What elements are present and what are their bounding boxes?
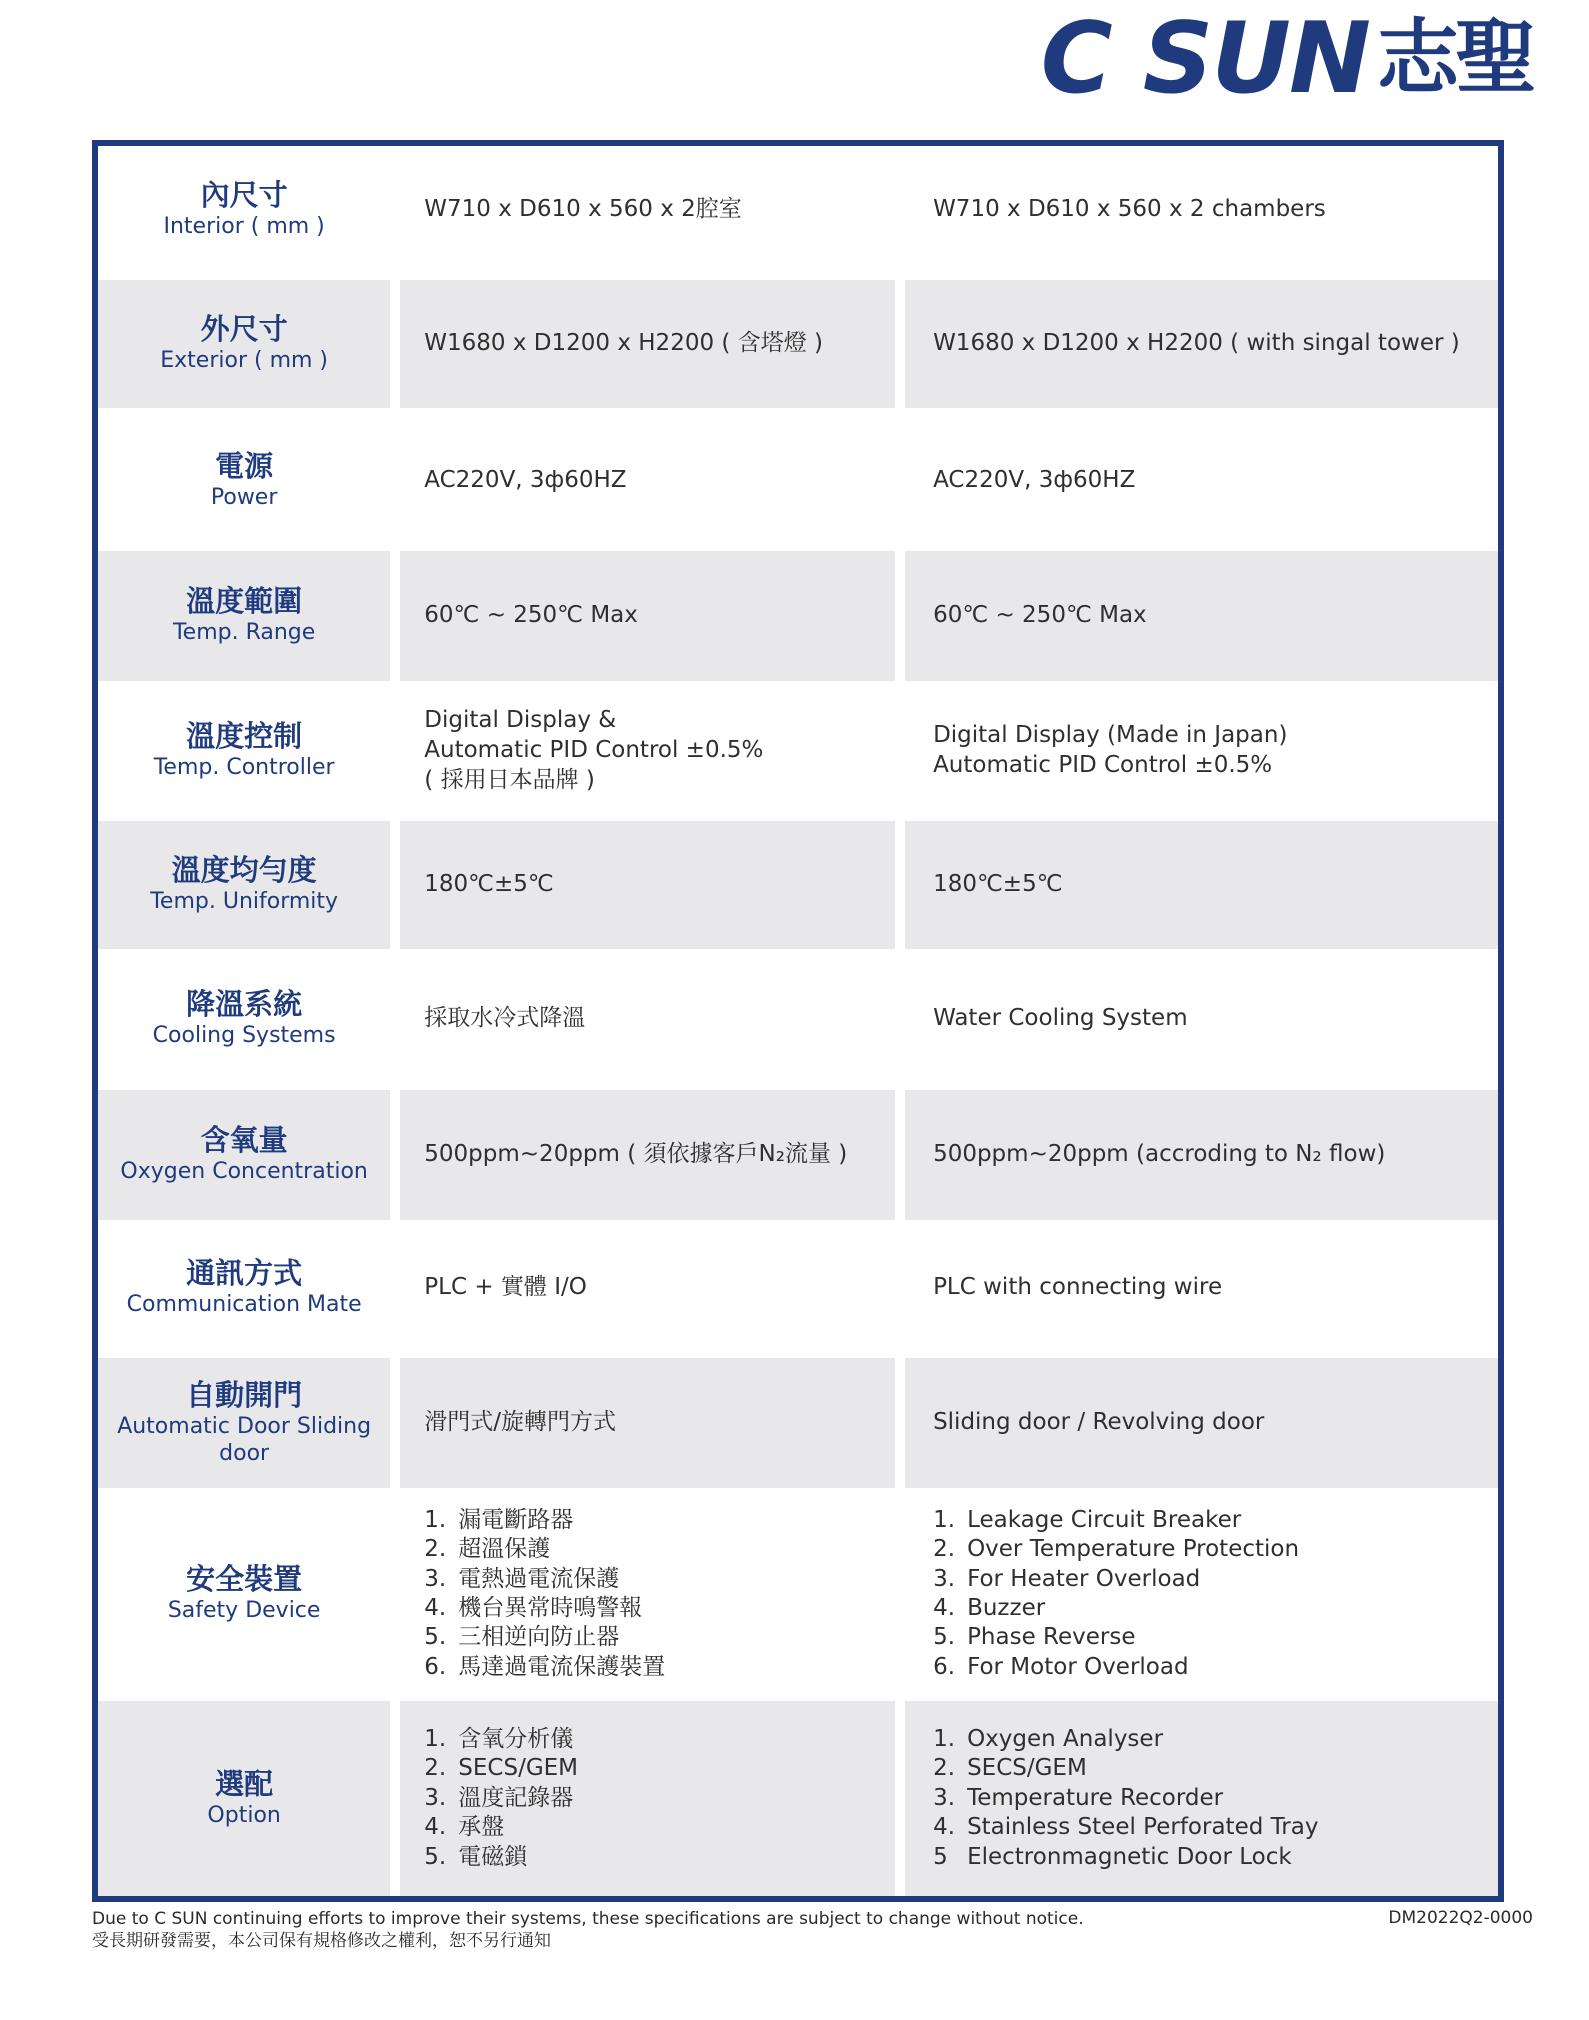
- list-item: [933, 1813, 1318, 1842]
- table-row: [98, 1090, 1498, 1220]
- list-item: [424, 1754, 578, 1783]
- list-item-text: Electronmagnetic Door Lock: [967, 1843, 1292, 1870]
- list-item: [424, 1843, 578, 1872]
- option-list-cn: [424, 1725, 578, 1872]
- row-label-cn: 安全裝置: [186, 1562, 303, 1597]
- list-item: [933, 1843, 1318, 1872]
- row-label: [98, 821, 390, 949]
- list-item-number: 1.: [933, 1725, 956, 1752]
- row-label-en: Communication Mate: [126, 1292, 362, 1318]
- row-value-en: 500ppm~20ppm (accroding to N₂ flow): [933, 1141, 1386, 1168]
- row-value-en-cell: [905, 1090, 1498, 1220]
- row-value-en-cell: [905, 686, 1498, 816]
- list-item-text: SECS/GEM: [967, 1755, 1087, 1782]
- row-value-cn: W710 x D610 x 560 x 2腔室: [424, 196, 742, 223]
- list-item-text: 溫度記錄器: [458, 1784, 574, 1811]
- footer-disclaimer: [92, 1908, 1084, 1952]
- safety-list-en-cell: [905, 1494, 1498, 1694]
- list-item-number: 2.: [424, 1755, 447, 1782]
- list-item-number: 2.: [933, 1755, 956, 1782]
- row-value-cn-cell: [400, 954, 895, 1084]
- row-label: [98, 551, 390, 681]
- table-row: [98, 954, 1498, 1084]
- row-value-en-cell: [905, 146, 1498, 274]
- list-item-number: 5: [933, 1843, 948, 1870]
- list-item-number: 5.: [424, 1624, 447, 1651]
- list-item: [933, 1754, 1318, 1783]
- row-value-cn: 滑門式/旋轉門方式: [424, 1409, 617, 1436]
- list-item: [933, 1623, 1299, 1652]
- row-label: [98, 686, 390, 816]
- row-label-cn: 選配: [215, 1766, 274, 1801]
- table-row: [98, 416, 1498, 546]
- row-value-cn: PLC + 實體 I/O: [424, 1274, 587, 1301]
- list-item-number: 3.: [933, 1565, 956, 1592]
- list-item-number: 5.: [933, 1624, 956, 1651]
- row-value-en: Digital Display (Made in Japan) Automatic PID Control ±0.5%: [933, 722, 1288, 778]
- table-row: [98, 821, 1498, 949]
- table-row: [98, 1494, 1498, 1694]
- list-item-text: SECS/GEM: [458, 1755, 579, 1782]
- row-label-cn: 內尺寸: [200, 178, 288, 213]
- row-label-cn: 含氧量: [200, 1123, 288, 1158]
- row-value-cn-cell: [400, 280, 895, 408]
- row-label-cn: 溫度控制: [186, 719, 303, 754]
- row-value-en-cell: [905, 551, 1498, 681]
- row-value-en: 60℃ ~ 250℃ Max: [933, 602, 1147, 629]
- safety-list-cn: [424, 1506, 665, 1683]
- table-row: [98, 1224, 1498, 1352]
- row-value-cn-cell: [400, 821, 895, 949]
- row-value-cn: AC220V, 3ф60HZ: [424, 467, 627, 494]
- list-item-text: Temperature Recorder: [967, 1784, 1224, 1811]
- list-item-text: 電磁鎖: [458, 1843, 528, 1870]
- table-row: [98, 1701, 1498, 1896]
- row-value-en: W710 x D610 x 560 x 2 chambers: [933, 196, 1326, 223]
- row-value-en: 180℃±5℃: [933, 871, 1063, 898]
- row-value-en: PLC with connecting wire: [933, 1274, 1223, 1301]
- list-item: [424, 1506, 665, 1535]
- row-value-en-cell: [905, 1358, 1498, 1488]
- option-list-en-cell: [905, 1701, 1498, 1896]
- row-label-en: Temp. Controller: [153, 755, 335, 781]
- spec-table-frame: [92, 140, 1504, 1902]
- list-item-number: 1.: [424, 1725, 447, 1752]
- list-item-text: 漏電斷路器: [458, 1506, 574, 1533]
- row-label-cn: 電源: [215, 449, 274, 484]
- list-item-number: 6.: [424, 1653, 447, 1680]
- row-label-en: Option: [207, 1802, 281, 1828]
- row-value-en-cell: [905, 1224, 1498, 1352]
- row-label-cn: 溫度範圍: [186, 584, 303, 619]
- row-label-en: Power: [210, 485, 278, 511]
- row-label: [98, 1494, 390, 1694]
- table-row: [98, 280, 1498, 408]
- list-item-number: 4.: [424, 1595, 447, 1621]
- list-item-text: 機台異常時鳴警報: [458, 1595, 643, 1621]
- row-value-en-cell: [905, 416, 1498, 546]
- row-value-cn-cell: [400, 146, 895, 274]
- list-item-number: 3.: [424, 1565, 447, 1592]
- list-item-number: 4.: [933, 1595, 956, 1621]
- list-item-text: 含氧分析儀: [458, 1725, 574, 1752]
- row-label-en: Interior ( mm ): [163, 214, 325, 240]
- row-value-cn: 60℃ ~ 250℃ Max: [424, 602, 638, 629]
- row-label: [98, 280, 390, 408]
- list-item-number: 6.: [933, 1653, 956, 1680]
- row-label: [98, 146, 390, 274]
- list-item: [424, 1594, 665, 1623]
- table-row: [98, 551, 1498, 681]
- table-row: [98, 1358, 1498, 1488]
- table-row: [98, 146, 1498, 274]
- row-label-en: Temp. Range: [172, 620, 316, 646]
- list-item: [933, 1506, 1299, 1535]
- list-item: [424, 1725, 578, 1754]
- row-value-en: Water Cooling System: [933, 1005, 1188, 1032]
- list-item: [933, 1565, 1299, 1594]
- logo-cjk-text: 志聖: [1376, 11, 1533, 106]
- list-item: [933, 1653, 1299, 1682]
- list-item: [933, 1594, 1299, 1623]
- list-item: [424, 1813, 578, 1842]
- row-value-en: Sliding door / Revolving door: [933, 1409, 1265, 1436]
- row-value-cn-cell: [400, 1224, 895, 1352]
- footer-disclaimer-cn: 受長期研發需要，本公司保有規格修改之權利，恕不另行通知: [92, 1931, 551, 1952]
- list-item-text: 電熱過電流保護: [458, 1565, 620, 1592]
- row-value-en: W1680 x D1200 x H2200 ( with singal tower ): [933, 330, 1460, 357]
- row-value-cn: 500ppm~20ppm ( 須依據客戶N₂流量 ): [424, 1141, 848, 1168]
- row-value-cn: 採取水冷式降溫: [424, 1005, 586, 1032]
- row-label: [98, 954, 390, 1084]
- row-label-cn: 溫度均勻度: [171, 853, 317, 888]
- row-value-cn: Digital Display & Automatic PID Control ±0.5% ( 採用日本品牌 ): [424, 707, 764, 793]
- row-label-cn: 通訊方式: [186, 1256, 303, 1291]
- row-label: [98, 416, 390, 546]
- list-item-text: 承盤: [458, 1814, 505, 1841]
- list-item-text: For Heater Overload: [967, 1565, 1201, 1592]
- list-item: [424, 1623, 665, 1652]
- row-label-en: Temp. Uniformity: [150, 889, 339, 915]
- list-item-text: 馬達過電流保護裝置: [458, 1653, 666, 1680]
- row-value-cn-cell: [400, 416, 895, 546]
- list-item-number: 3.: [424, 1784, 447, 1811]
- list-item: [933, 1535, 1299, 1564]
- row-label-en: Safety Device: [167, 1598, 321, 1624]
- list-item-number: 2.: [933, 1536, 956, 1563]
- list-item: [424, 1784, 578, 1813]
- row-value-en-cell: [905, 821, 1498, 949]
- safety-list-cn-cell: [400, 1494, 895, 1694]
- list-item: [933, 1725, 1318, 1754]
- row-value-cn: 180℃±5℃: [424, 871, 554, 898]
- list-item-text: Phase Reverse: [967, 1624, 1136, 1651]
- list-item-text: Stainless Steel Perforated Tray: [967, 1814, 1319, 1841]
- list-item-text: 三相逆向防止器: [458, 1624, 620, 1651]
- row-value-cn-cell: [400, 551, 895, 681]
- row-label-en: Automatic Door Sliding door: [117, 1414, 372, 1466]
- list-item-number: 5.: [424, 1843, 447, 1870]
- list-item: [933, 1784, 1318, 1813]
- list-item: [424, 1565, 665, 1594]
- row-value-en-cell: [905, 954, 1498, 1084]
- row-label: [98, 1090, 390, 1220]
- row-label-en: Exterior ( mm ): [160, 348, 329, 374]
- row-value-en: AC220V, 3ф60HZ: [933, 467, 1136, 494]
- option-list-cn-cell: [400, 1701, 895, 1896]
- list-item-number: 4.: [424, 1814, 447, 1841]
- row-value-cn-cell: [400, 686, 895, 816]
- list-item: [424, 1653, 665, 1682]
- list-item-number: 1.: [933, 1506, 956, 1533]
- list-item-text: Leakage Circuit Breaker: [967, 1506, 1242, 1533]
- list-item-text: 超溫保護: [458, 1536, 551, 1563]
- table-row: [98, 686, 1498, 816]
- row-label-cn: 自動開門: [186, 1377, 303, 1412]
- row-value-cn-cell: [400, 1090, 895, 1220]
- list-item-text: Over Temperature Protection: [967, 1536, 1300, 1563]
- logo-latin-text: C SUN: [1040, 2, 1369, 116]
- list-item: [424, 1535, 665, 1564]
- row-value-cn-cell: [400, 1358, 895, 1488]
- brand-logo: [1040, 2, 1533, 116]
- row-label-en: Cooling Systems: [152, 1023, 336, 1049]
- list-item-text: Oxygen Analyser: [967, 1725, 1164, 1752]
- option-list-en: [933, 1725, 1318, 1872]
- list-item-text: Buzzer: [967, 1595, 1046, 1621]
- list-item-number: 2.: [424, 1536, 447, 1563]
- row-value-en-cell: [905, 280, 1498, 408]
- row-label: [98, 1358, 390, 1488]
- list-item-number: 1.: [424, 1506, 447, 1533]
- row-label-en: Oxygen Concentration: [120, 1159, 368, 1185]
- row-label-cn: 降溫系統: [186, 987, 303, 1022]
- row-label: [98, 1701, 390, 1896]
- row-value-cn: W1680 x D1200 x H2200 ( 含塔燈 ): [424, 330, 823, 357]
- row-label: [98, 1224, 390, 1352]
- list-item-number: 4.: [933, 1814, 956, 1841]
- list-item-number: 3.: [933, 1784, 956, 1811]
- document-code: DM2022Q2-0000: [1388, 1908, 1533, 1928]
- footer-disclaimer-en: Due to C SUN continuing efforts to improve their systems, these specifications are subject to change without notice.: [92, 1909, 1084, 1929]
- list-item-text: For Motor Overload: [967, 1653, 1189, 1680]
- safety-list-en: [933, 1506, 1299, 1683]
- row-label-cn: 外尺寸: [200, 312, 288, 347]
